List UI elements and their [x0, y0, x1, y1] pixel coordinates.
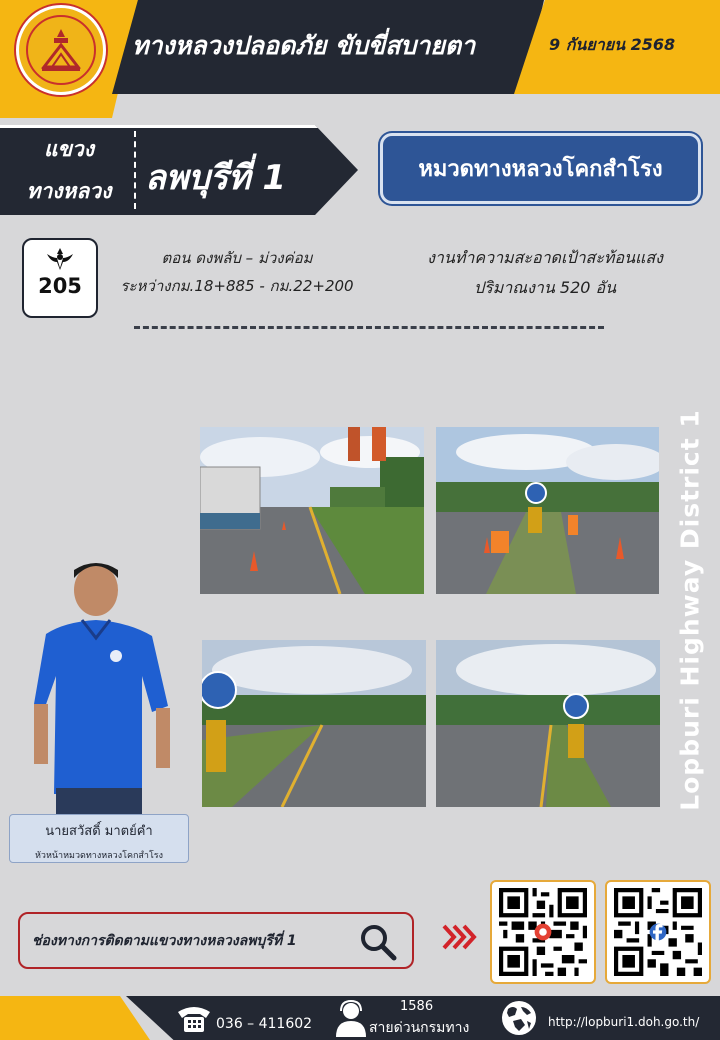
- follow-channels-text: ช่องทางการติดตามแขวงทางหลวงลพบุรีที่ 1: [32, 932, 297, 949]
- work-quantity: ปริมาณงาน 520 อัน: [473, 278, 617, 297]
- person-card: [9, 814, 189, 863]
- section-name: ตอน ดงพลับ – ม่วงค่อม: [161, 249, 313, 267]
- qr-code-icon: [498, 888, 588, 976]
- work-title: งานทำความสะอาดเป้าสะท้อนแสง: [427, 248, 663, 267]
- qr-code-icon: [613, 888, 703, 976]
- work-photo-3: [202, 640, 426, 807]
- garuda-emblem-icon: [45, 246, 75, 272]
- district-label-line1: แขวง: [44, 137, 94, 161]
- footer-hotline-number: 1586: [400, 999, 434, 1014]
- banner-divider: [134, 131, 136, 209]
- person-photo: [34, 556, 174, 816]
- unit-name: หมวดทางหลวงโคกสำโรง: [418, 157, 663, 182]
- department-of-highways-seal-icon: [34, 23, 88, 77]
- route-shield: [22, 238, 98, 318]
- call-center-icon: [334, 999, 368, 1037]
- person-name: นายสวัสดิ์ มาตย์คำ: [45, 824, 153, 839]
- header-title: ทางหลวงปลอดภัย ขับขี่สบายตา: [132, 31, 476, 60]
- work-photo-2: [436, 427, 659, 594]
- district-name: ลพบุรีที่ 1: [145, 158, 286, 198]
- footer-accent: [0, 996, 150, 1040]
- chevron-right-icon: [440, 920, 478, 954]
- follow-channels-box[interactable]: [18, 912, 414, 969]
- unit-name-box: [380, 133, 701, 204]
- person-title: หัวหน้าหมวดทางหลวงโคกสำโรง: [34, 851, 164, 861]
- qr-code-map[interactable]: [490, 880, 596, 984]
- route-number: 205: [38, 274, 82, 298]
- footer-phone: 036 – 411602: [216, 1016, 313, 1032]
- header-date: 9 กันยายน 2568: [549, 35, 676, 54]
- qr-code-facebook[interactable]: [605, 880, 711, 984]
- work-photo-4: [436, 640, 660, 807]
- globe-icon: [499, 999, 539, 1037]
- district-side-label: Lopburi Highway District 1: [675, 409, 705, 811]
- district-label: [6, 128, 132, 212]
- district-label-line2: ทางหลวง: [26, 179, 112, 203]
- section-range: ระหว่างกม.18+885 - กม.22+200: [120, 277, 354, 295]
- footer-website-link[interactable]: http://lopburi1.doh.go.th/: [548, 1015, 700, 1029]
- department-logo: [16, 5, 106, 95]
- search-icon[interactable]: [358, 922, 398, 962]
- work-photo-1: [200, 427, 424, 594]
- footer-hotline-label: สายด่วนกรมทาง: [369, 1020, 470, 1036]
- phone-icon: [176, 1002, 212, 1034]
- dashed-separator: [134, 326, 604, 329]
